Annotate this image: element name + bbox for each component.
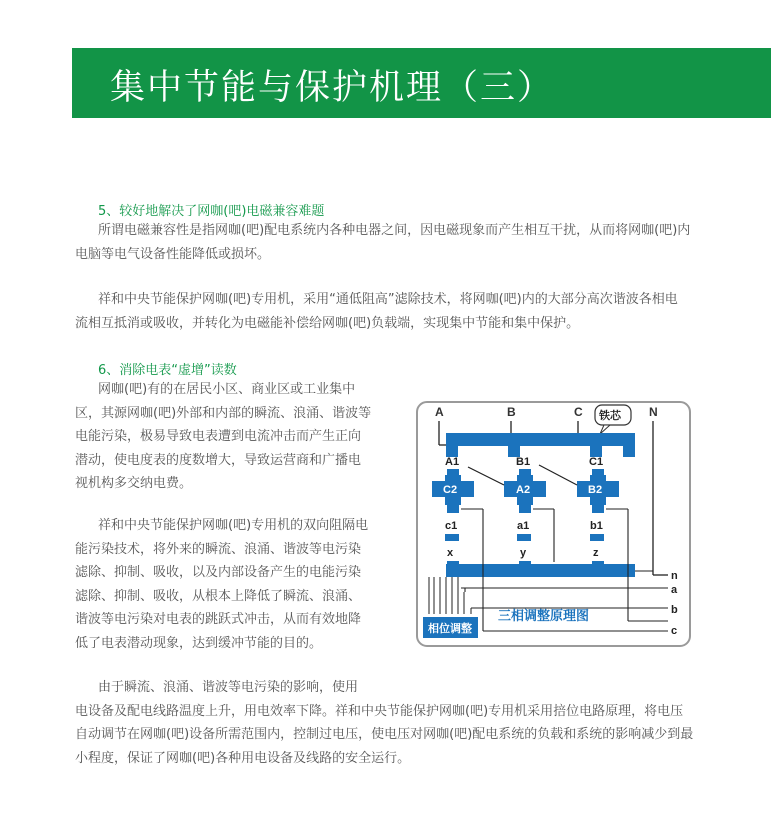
diagram-svg <box>416 401 691 647</box>
section-5-paragraph-1 <box>75 219 725 266</box>
coil-b1: b1 <box>590 520 603 532</box>
output-b: b <box>671 604 678 616</box>
text-line: 祥和中央节能保护网咖(吧)专用机的双向阻隔电 <box>98 518 369 533</box>
text-line: 电脑等电气设备性能降低或损坏。 <box>75 246 271 262</box>
text-line: 流相互抵消或吸收，并转化为电磁能补偿给网咖(吧)负载端，实现集中节能和集中保护。 <box>75 315 580 331</box>
section-5-paragraph-2 <box>75 288 725 335</box>
text-line: 由于瞬流、浪涌、谐波等电污染的影响，使用 <box>98 680 359 695</box>
terminal-y: y <box>520 547 527 559</box>
text-line: 谐波等电污染对电表的跳跃式冲击，从而有效地降 <box>75 612 362 627</box>
coil-A2: A2 <box>516 484 531 496</box>
output-n: n <box>671 570 678 582</box>
section-5-heading: 5、较好地解决了网咖(吧)电磁兼容难题 <box>98 204 325 219</box>
text-line: 潜动，使电度表的度数增大，导致运营商和广播电 <box>75 452 362 468</box>
section-6-paragraph-3 <box>75 676 725 770</box>
label-A: A <box>435 405 444 419</box>
top-yoke <box>446 433 635 446</box>
text-line: 祥和中央节能保护网咖(吧)专用机，采用“通低阻高”滤除技术，将网咖(吧)内的大部分高次谐波各相电 <box>98 292 678 307</box>
coil-C2: C2 <box>443 484 458 496</box>
diagram-caption: 三相调整原理图 <box>498 608 590 623</box>
text-line: 区，其源网咖(吧)外部和内部的瞬流、浪涌、谐波等 <box>75 405 372 421</box>
output-c: c <box>671 625 678 637</box>
text-line: 小程度，保证了网咖(吧)各种用电设备及线路的安全运行。 <box>75 750 411 766</box>
text-line: 电设备及配电线路温度上升，用电效率下降。祥和中央节能保护网咖(吧)专用机采用掊位电路原理，将电压 <box>75 703 684 719</box>
title-banner <box>72 48 771 118</box>
coil-A1: A1 <box>445 456 460 468</box>
phase-adjust-label: 相位调整 <box>428 623 472 635</box>
core-label: 铁芯 <box>599 410 621 422</box>
label-N: N <box>649 405 658 419</box>
terminal-z: z <box>593 547 599 559</box>
text-line: 视机构多交纳电费。 <box>75 476 193 491</box>
page-title: 集中节能与保护机理（三） <box>110 68 555 108</box>
coil-C1: C1 <box>589 456 604 468</box>
text-line: 低了电表潜动现象，达到缓冲节能的目的。 <box>75 635 323 651</box>
text-line: 所谓电磁兼容性是指网咖(吧)配电系统内各种电器之间，因电磁现象而产生相互干扰，从而将网咖(吧)内 <box>98 223 691 238</box>
text-line: 电能污染，极易导致电表遭到电流冲击而产生正向 <box>75 429 362 444</box>
section-6-paragraph-2 <box>75 514 395 655</box>
coil-c1: c1 <box>445 520 458 532</box>
coil-a1: a1 <box>517 520 530 532</box>
text-line: 自动调节在网咖(吧)设备所需范围内，控制过电压，使电压对网咖(吧)配电系统的负载和系统的影响减少到最 <box>75 727 694 742</box>
text-line: 滤除、抑制、吸收，从根本上降低了瞬流、浪涌、 <box>75 588 362 604</box>
bottom-yoke <box>446 564 635 577</box>
label-B: B <box>507 405 516 419</box>
section-6-paragraph-1 <box>75 378 395 496</box>
coil-B2: B2 <box>588 484 603 496</box>
section-6-heading: 6、消除电表“虚增”读数 <box>98 363 237 378</box>
three-phase-diagram <box>416 401 691 647</box>
coil-B1: B1 <box>516 456 531 468</box>
text-line: 滤除、抑制、吸收，以及内部设备产生的电能污染 <box>75 565 362 580</box>
text-line: 能污染技术，将外来的瞬流、浪涌、谐波等电污染 <box>75 541 362 557</box>
output-a: a <box>671 584 678 596</box>
label-C: C <box>574 405 583 419</box>
terminal-x: x <box>447 547 454 559</box>
text-line: 网咖(吧)有的在居民小区、商业区或工业集中 <box>98 382 356 397</box>
